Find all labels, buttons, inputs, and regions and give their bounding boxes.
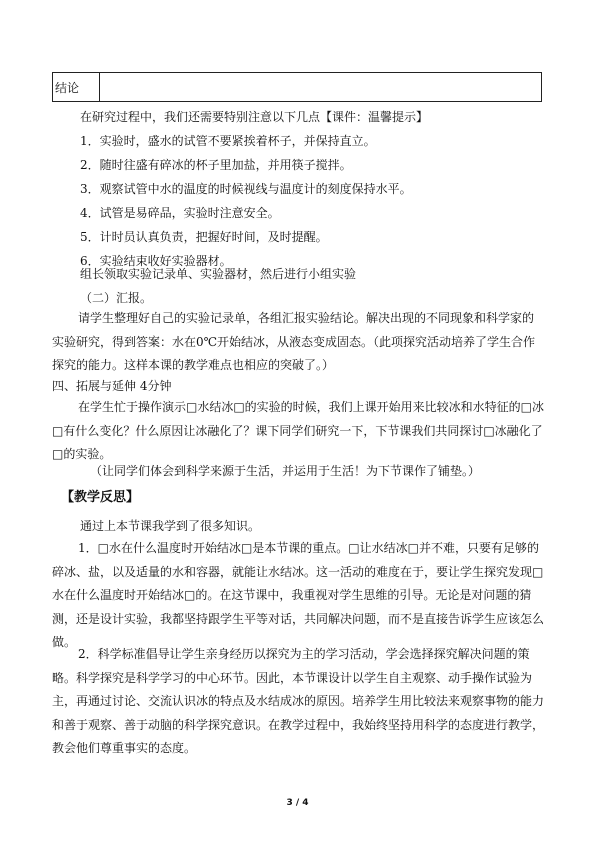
note-item-2: 2．随时往盛有碎冰的杯子里加盐，并用筷子搅拌。 bbox=[80, 158, 352, 172]
notes-intro: 在研究过程中，我们还需要特别注意以下几点【课件：温馨提示】 bbox=[80, 110, 429, 124]
report-body: 请学生整理好自己的实验记录单，各组汇报实验结论。解决出现的不同现象和科学家的实验研究，得到答案：水在0℃开始结冰，从液态变成固态。（此项探究活动培养了学生合作探究的能力。这样本课的教学难点也相应的突破了。） bbox=[52, 311, 536, 372]
reflection-intro: 通过上本节课我学到了很多知识。 bbox=[80, 519, 261, 533]
report-title: （二）汇报。 bbox=[80, 291, 153, 305]
conclusion-table bbox=[52, 72, 542, 102]
extension-body: 在学生忙于操作演示□水结冰□的实验的时候，我们上课开始用来比较冰和水特征的□冰□有什么变化？什么原因让冰融化了？课下同学们研究一下，下节课我们共同探讨□冰融化了□的实验。 bbox=[52, 400, 545, 461]
extension-note: （让同学们体会到科学来源于生活，并运用于生活！为下节课作了铺垫。） bbox=[90, 464, 481, 478]
note-item-3: 3．观察试管中水的温度的时候视线与温度计的刻度保持水平。 bbox=[80, 182, 412, 196]
conclusion-label: 结论 bbox=[53, 73, 100, 101]
reflection-paragraph-2: 2．科学标准倡导让学生亲身经历以探究为主的学习活动，学会选择探究解决问题的策略。科学探究是科学学习的中心环节。因此，本节课设计以学生自主观察、动手操作试验为主，再通过讨论、交流认识冰的特点及水结成冰的原因。培养学生用比较法来观察事物的能力和善于观察、善于动脑的科学探究意识。在教学过程中，我始终坚持用科学的态度进行教学，教会他们尊重事实的态度。 bbox=[52, 647, 545, 755]
note-item-5: 5．计时员认真负责，把握好时间，及时提醒。 bbox=[80, 230, 328, 244]
page-number: 3 / 4 bbox=[286, 798, 309, 808]
conclusion-value bbox=[100, 73, 541, 101]
group-instruction: 组长领取实验记录单、实验器材，然后进行小组实验 bbox=[80, 267, 357, 281]
note-item-6: 6．实验结束收好实验器材。 bbox=[80, 254, 232, 268]
note-item-4: 4．试管是易碎品，实验时注意安全。 bbox=[80, 206, 280, 220]
reflection-heading: 【教学反思】 bbox=[61, 490, 140, 505]
extension-title: 四、拓展与延伸 4分钟 bbox=[52, 379, 172, 393]
note-item-1: 1．实验时，盛水的试管不要紧挨着杯子，并保持直立。 bbox=[80, 134, 376, 148]
reflection-paragraph-1: 1．□水在什么温度时开始结冰□是本节课的重点。□让水结冰□并不难，只要有足够的碎冰、盐，以及适量的水和容器，就能让水结冰。这一活动的难度在于，要让学生探究发现□水在什么温度时开始结冰□的。在这节课中，我重视对学生思维的引导。无论是对问题的猜测，还是设计实验，我都坚持跟学生平等对话，共同解决问题，而不是直接告诉学生应该怎么做。 bbox=[52, 541, 545, 649]
